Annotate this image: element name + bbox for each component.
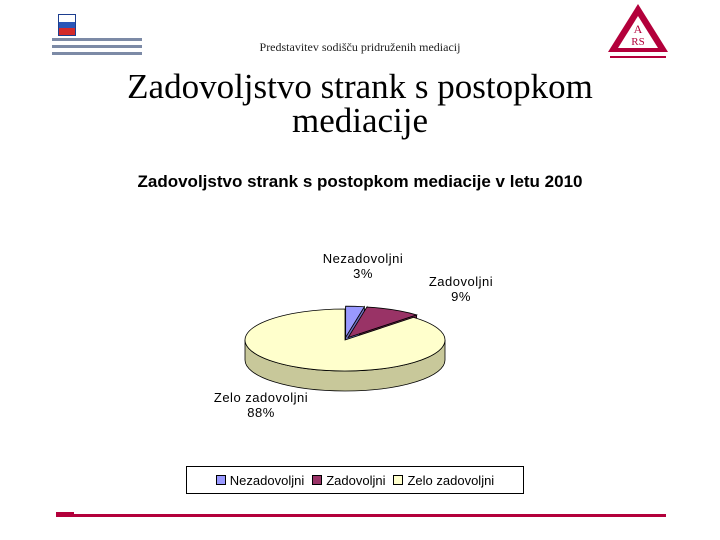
- ars-logo-letters-rs: RS: [631, 36, 645, 48]
- legend-swatch-zadovoljni: [312, 475, 322, 485]
- footer-rule: [56, 514, 666, 517]
- label-zelo-zadovoljni-name: Zelo zadovoljni: [213, 390, 309, 405]
- legend-item-zadovoljni: [312, 473, 385, 488]
- ars-logo-letter-a: A: [633, 22, 643, 36]
- label-zadovoljni-name: Zadovoljni: [428, 274, 494, 289]
- footer-accent: [56, 512, 74, 515]
- label-zelo-zadovoljni-value: 88%: [247, 405, 275, 420]
- legend-label-nezadovoljni: Nezadovoljni: [229, 472, 305, 488]
- pie-slice-zelo-zadovoljni: [245, 309, 445, 371]
- slide-title: Zadovoljstvo strank s postopkom mediacije: [127, 67, 593, 140]
- legend-label-zelo-zadovoljni: Zelo zadovoljni: [407, 472, 495, 488]
- legend-swatch-nezadovoljni: [216, 475, 226, 485]
- label-zadovoljni: [416, 274, 506, 304]
- legend-item-zelo-zadovoljni: [393, 473, 494, 488]
- label-nezadovoljni-value: 3%: [353, 266, 373, 281]
- label-nezadovoljni-name: Nezadovoljni: [322, 251, 404, 266]
- chart-legend: [186, 466, 524, 494]
- label-zadovoljni-value: 9%: [451, 289, 471, 304]
- legend-swatch-zelo-zadovoljni: [393, 475, 403, 485]
- chart-title: Zadovoljstvo strank s postopkom mediacije v letu 2010: [137, 172, 583, 191]
- label-zelo-zadovoljni: [196, 390, 326, 420]
- header-subtitle: Predstavitev sodišču pridruženih mediacij: [259, 40, 461, 54]
- label-nezadovoljni: [308, 251, 418, 281]
- legend-label-zadovoljni: Zadovoljni: [326, 472, 386, 488]
- legend-item-nezadovoljni: [216, 473, 304, 488]
